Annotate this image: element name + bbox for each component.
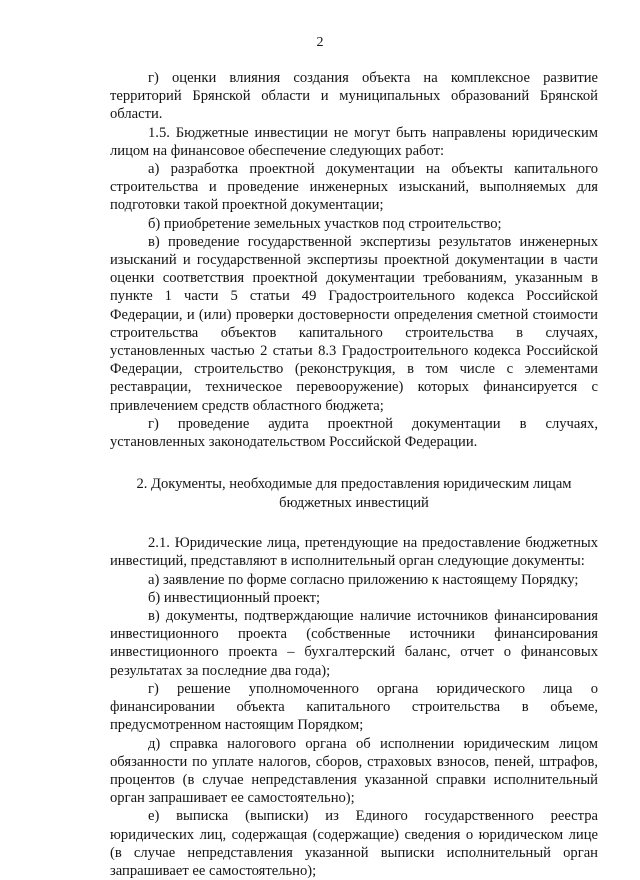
section-2-heading xyxy=(110,475,598,512)
paragraph-1-5-a: а) разработка проектной документации на объекты капитального строительства и проведение инженерных изысканий, выполняемых для подготовки такой проектной документации; xyxy=(110,161,598,214)
section-heading-line-2: бюджетных инвестиций xyxy=(279,494,429,511)
paragraph-1-5-g: г) проведение аудита проектной документации в случаях, установленных законодательством Российской Федерации. xyxy=(110,415,598,451)
paragraph-2-1: 2.1. Юридические лица, претендующие на предоставление бюджетных инвестиций, представляют в исполнительный орган следующие документы: xyxy=(110,535,598,570)
paragraph-1-4-g: г) оценки влияния создания объекта на комплексное развитие территорий Брянской области и муниципальных образований Брянской области. xyxy=(110,70,598,123)
paragraph-1-5: 1.5. Бюджетные инвестиции не могут быть направлены юридическим лицом на финансовое обеспечение следующих работ: xyxy=(110,124,598,159)
document-body xyxy=(110,69,598,880)
paragraph-1-5-b: б) приобретение земельных участков под строительство; xyxy=(148,215,502,232)
paragraph-1-5-v: в) проведение государственной экспертизы результатов инженерных изысканий и государственной экспертизы проектной документации в части оценки соответствия проектной документации требованиям, указанным в пункте 1 части 5 статьи 49 Градостроительного кодекса Российской Федерации, и (или) проверки достоверности определения сметной стоимости строительства объектов капитального строительства в случаях, установленных частью 2 статьи 8.3 Градостроительного кодекса Российской Федерации, строительство (реконструкция, в том числе с элементами реставрации, техническое перевооружение) которых финансируется с привлечением средств областного бюджета; xyxy=(110,233,598,414)
page-number: 2 xyxy=(316,35,324,50)
paragraph-2-1-g: г) решение уполномоченного органа юридического лица о финансировании объекта капитального строительства в объеме, предусмотренном настоящим Порядком; xyxy=(110,680,598,734)
paragraph-2-1-e: е) выписка (выписки) из Единого государственного реестра юридических лиц, содержащая (содержащие) сведения о юридическом лице (в случае непредставления указанной выписки исполнительный орган запрашивает ее самостоятельно); xyxy=(110,808,598,879)
section-heading-line-1: 2. Документы, необходимые для предоставления юридическим лицам xyxy=(136,476,572,493)
paragraph-2-1-a: а) заявление по форме согласно приложению к настоящему Порядку; xyxy=(148,571,579,588)
paragraph-2-1-d: д) справка налогового органа об исполнении юридическим лицом обязанности по уплате налогов, сборов, страховых взносов, пеней, штрафов, процентов (в случае непредставления указанной справки исполнительный орган запрашивает ее самостоятельно); xyxy=(110,735,598,807)
paragraph-2-1-b: б) инвестиционный проект; xyxy=(148,589,321,606)
paragraph-2-1-v: в) документы, подтверждающие наличие источников финансирования инвестиционного проекта (собственные источники финансирования инвестиционного проекта – бухгалтерский баланс, отчет о финансовых результатах за последние два года); xyxy=(110,608,598,679)
